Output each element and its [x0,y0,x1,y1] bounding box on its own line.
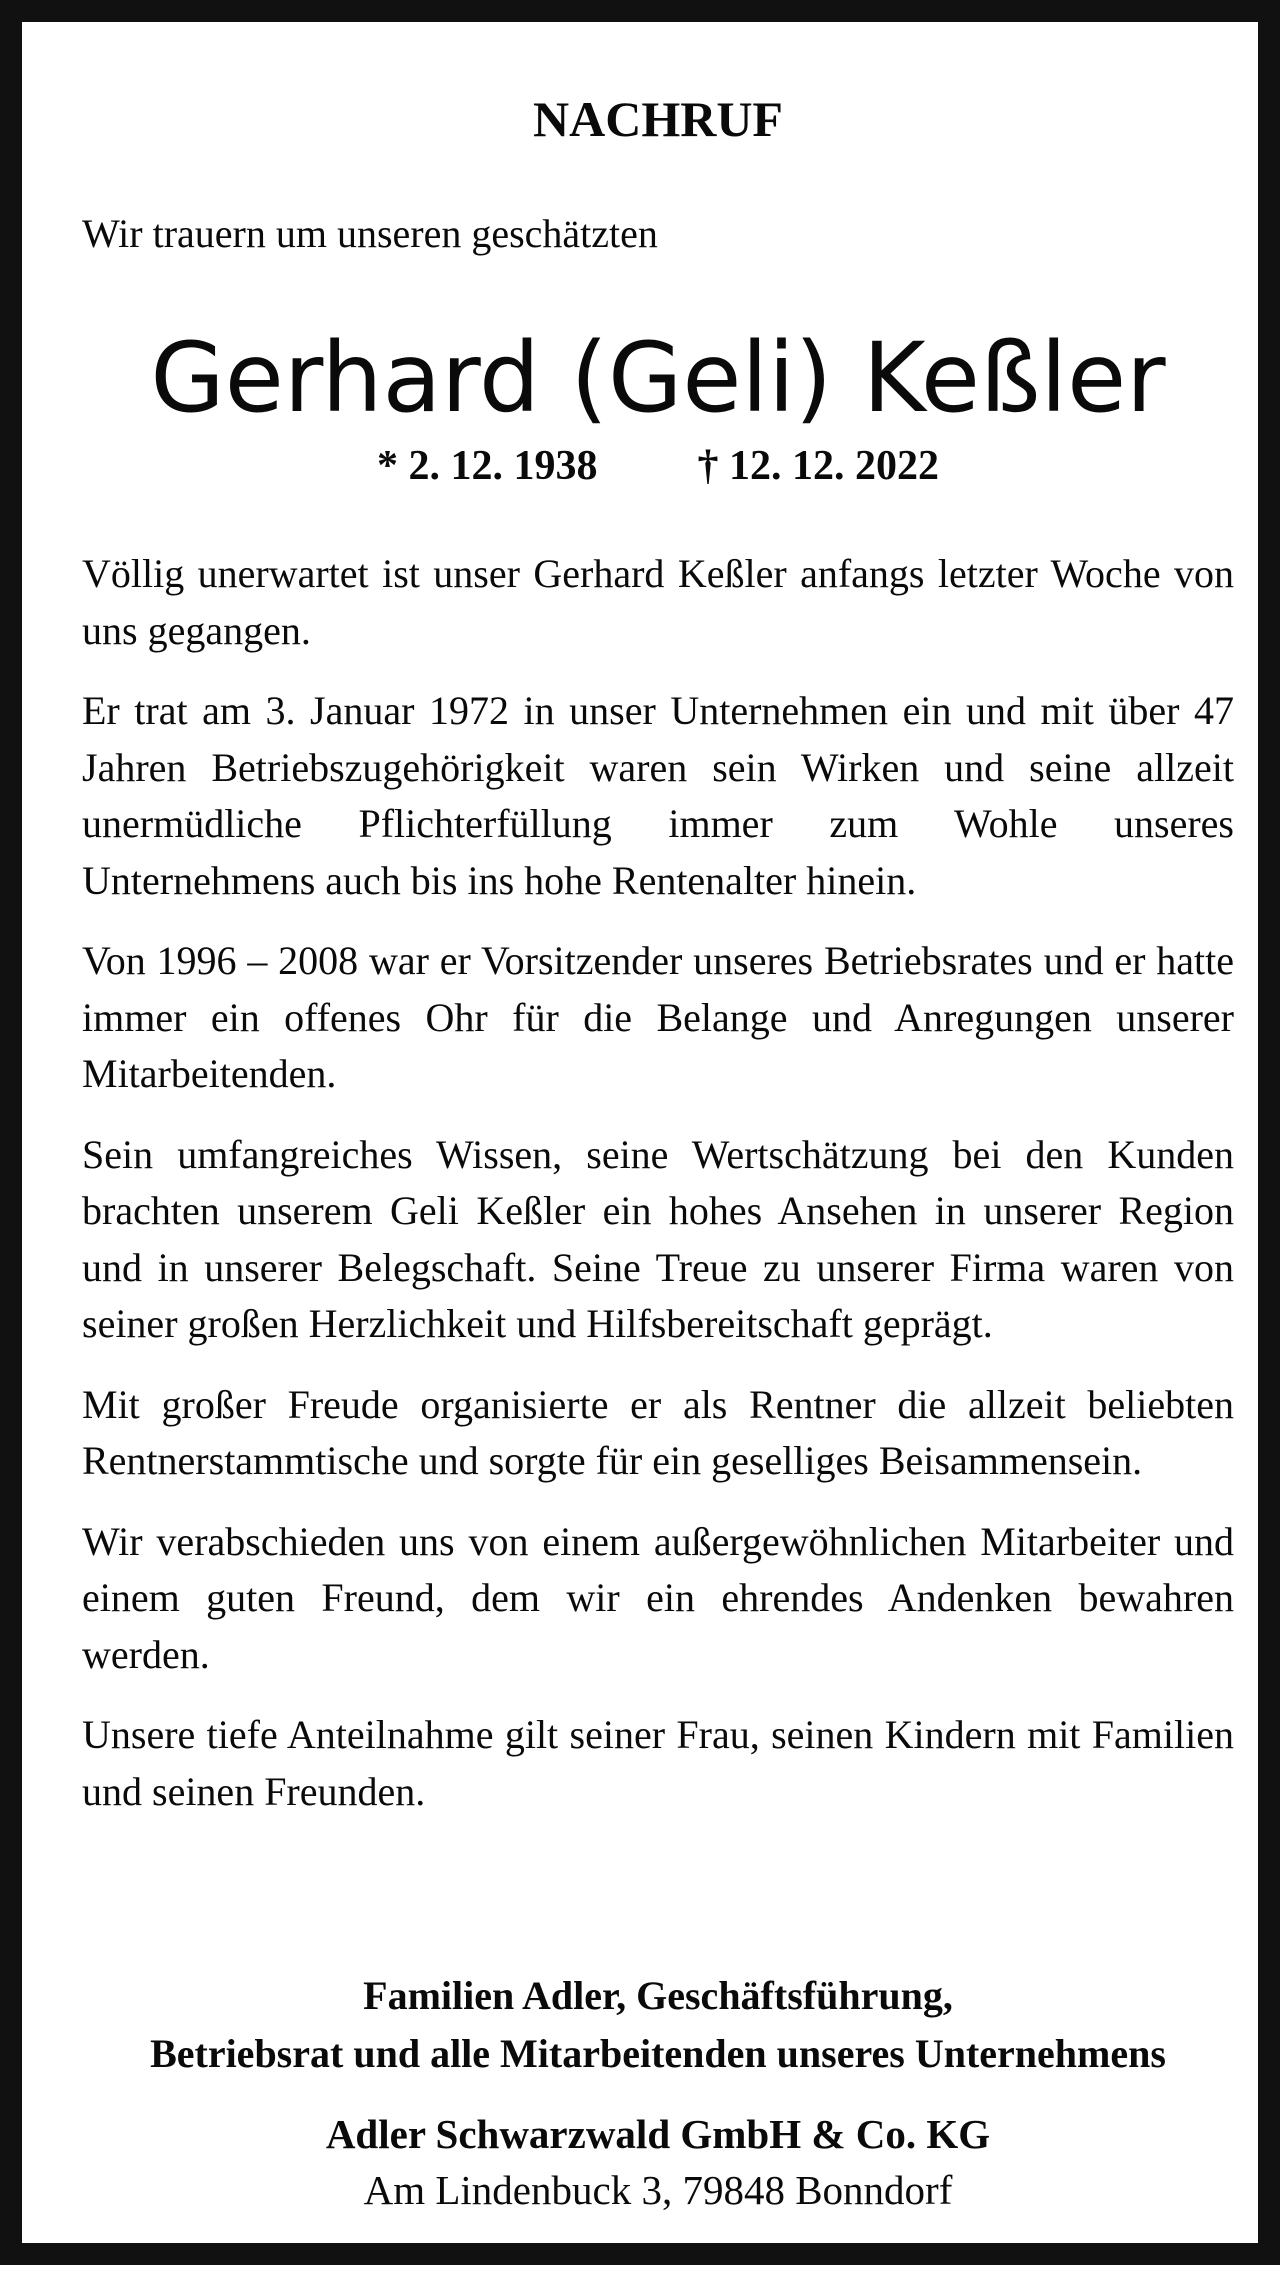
paragraph: Er trat am 3. Januar 1972 in unser Unternehmen ein und mit über 47 Jahren Betriebszugehörigkeit waren sein Wirken und seine allzeit unermüdliche Pflichterfüllung immer zum Wohle unseres Unternehmens auch bis ins hohe Rentenalter hinein. [82,688,1234,903]
signature-line-1: Familien Adler, Geschäftsführung, [363,1973,953,2018]
obituary-heading: NACHRUF [533,91,783,147]
signatories [82,1967,1234,2083]
company-address: Am Lindenbuck 3, 79848 Bonndorf [363,2167,953,2213]
paragraph: Völlig unerwartet ist unser Gerhard Keßler anfangs letzter Woche von uns gegangen. [82,551,1234,653]
paragraph: Von 1996 – 2008 war er Vorsitzender unseres Betriebsrates und er hatte immer ein offenes Ohr für die Belange und Anregungen unserer Mitarbeitenden. [82,938,1234,1096]
paragraph: Mit großer Freude organisierte er als Rentner die allzeit beliebten Rentnerstammtische und sorgte für ein geselliges Beisammensein. [82,1381,1234,1483]
paragraph: Sein umfangreiches Wissen, seine Wertschätzung bei den Kunden brachten unserem Geli Keßler ein hohes Ansehen in unserer Region und in unserer Belegschaft. Seine Treue zu unserer Firma waren von seiner großen Herzlichkeit und Hilfsbereitschaft geprägt. [82,1131,1234,1346]
death-date: † 12. 12. 2022 [697,443,939,489]
obituary-content [82,22,1234,2287]
birth-date: * 2. 12. 1938 [377,443,598,489]
deceased-name: Gerhard (Geli) Keßler [150,322,1166,434]
company-name: Adler Schwarzwald GmbH & Co. KG [325,2111,991,2157]
obituary-body [82,546,1234,1844]
life-dates [82,442,1234,490]
paragraph: Unsere tiefe Anteilnahme gilt seiner Frau, seinen Kindern mit Familien und seinen Freunden. [82,1712,1234,1814]
signature-line-2: Betriebsrat und alle Mitarbeitenden unseres Unternehmens [150,2031,1166,2076]
paragraph: Wir verabschieden uns von einem außergewöhnlichen Mitarbeiter und einem guten Freund, dem wir ein ehrendes Andenken bewahren werden. [82,1518,1234,1677]
intro-line: Wir trauern um unseren geschätzten [82,211,658,256]
